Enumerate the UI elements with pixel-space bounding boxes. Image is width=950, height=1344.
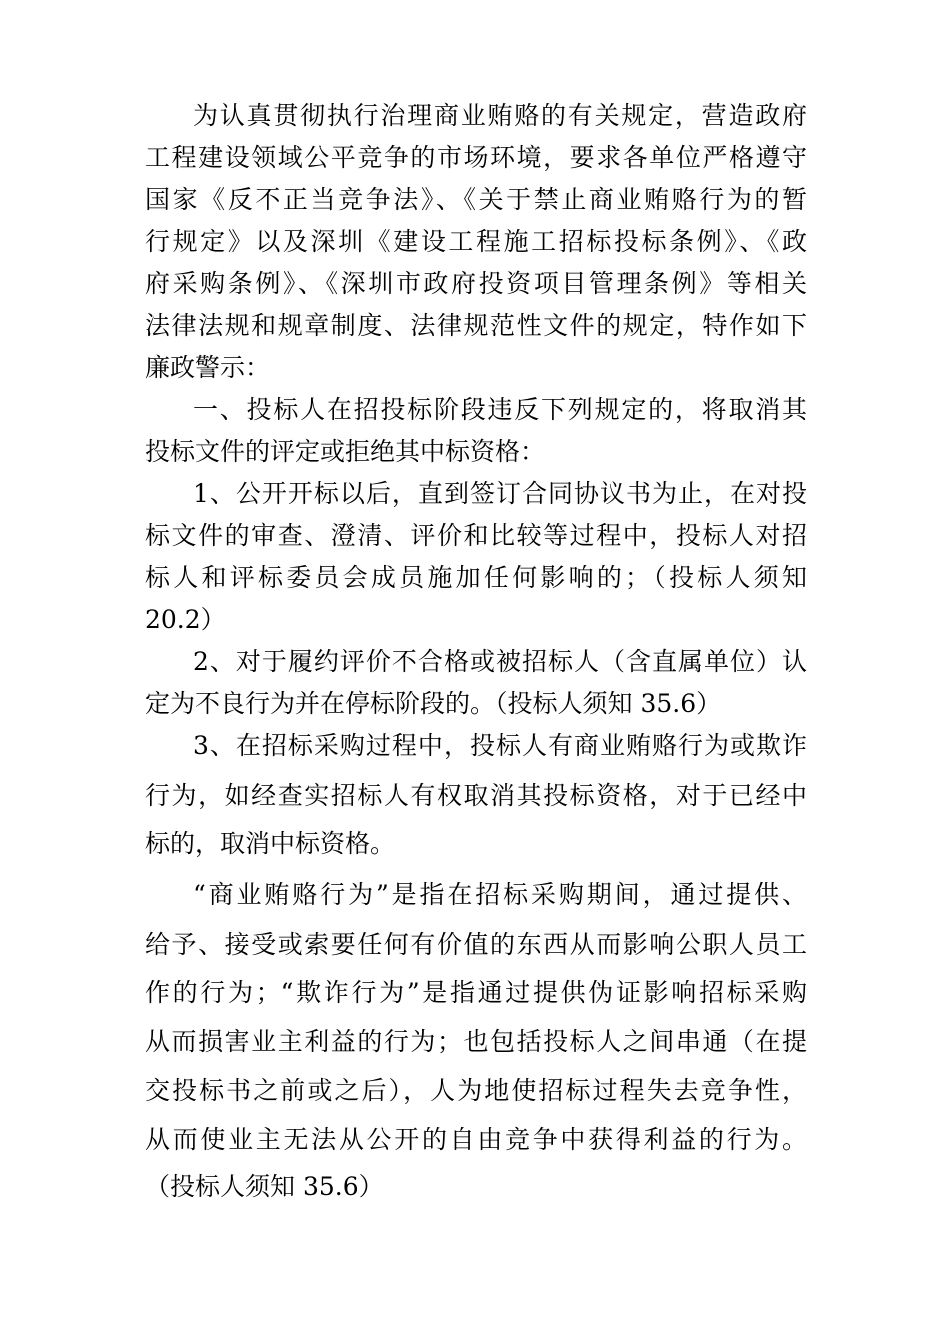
- item-1-line-2: 标文件的审查、澄清、评价和比较等过程中，投标人对招: [145, 521, 807, 550]
- item-2-line-1: 2、对于履约评价不合格或被招标人（含直属单位）认: [193, 647, 807, 676]
- definition-line-2: 给予、接受或索要任何有价值的东西从而影响公职人员工: [145, 930, 807, 959]
- item-1-line-1: 1、公开开标以后，直到签订合同协议书为止，在对投: [193, 479, 807, 508]
- item-3-line-2: 行为，如经查实招标人有权取消其投标资格，对于已经中: [145, 781, 807, 810]
- paragraph-1-line-1: 为认真贯彻执行治理商业贿赂的有关规定，营造政府: [193, 101, 807, 130]
- paragraph-1-line-5: 府采购条例》、《深圳市政府投资项目管理条例》等相关: [145, 269, 807, 298]
- paragraph-2-line-2: 投标文件的评定或拒绝其中标资格：: [145, 437, 546, 466]
- item-1-line-3: 标人和评标委员会成员施加任何影响的；（投标人须知: [145, 563, 807, 592]
- paragraph-2-line-1: 一、投标人在招投标阶段违反下列规定的，将取消其: [193, 395, 807, 424]
- paragraph-1-line-7: 廉政警示：: [145, 353, 271, 382]
- paragraph-1-line-4: 行规定》以及深圳《建设工程施工招标投标条例》、《政: [145, 227, 807, 256]
- paragraph-1-line-6: 法律法规和规章制度、法律规范性文件的规定，特作如下: [145, 311, 807, 340]
- item-2-line-2: 定为不良行为并在停标阶段的。（投标人须知 35.6）: [145, 689, 722, 718]
- definition-line-1: “商业贿赂行为”是指在招标采购期间，通过提供、: [193, 880, 807, 909]
- definition-line-4: 从而损害业主利益的行为；也包括投标人之间串通（在提: [145, 1027, 807, 1056]
- item-3-line-1: 3、在招标采购过程中，投标人有商业贿赂行为或欺诈: [193, 731, 807, 760]
- definition-line-7: （投标人须知 35.6）: [145, 1172, 384, 1201]
- item-3-line-3: 标的，取消中标资格。: [145, 829, 396, 858]
- paragraph-1-line-3: 国家《反不正当竞争法》、《关于禁止商业贿赂行为的暂: [145, 185, 807, 214]
- definition-line-5: 交投标书之前或之后），人为地使招标过程失去竞争性，: [145, 1076, 807, 1105]
- paragraph-1-line-2: 工程建设领域公平竞争的市场环境，要求各单位严格遵守: [145, 143, 807, 172]
- definition-line-6: 从而使业主无法从公开的自由竞争中获得利益的行为。: [145, 1125, 807, 1154]
- definition-line-3: 作的行为；“欺诈行为”是指通过提供伪证影响招标采购: [145, 978, 807, 1007]
- item-1-line-4: 20.2）: [145, 605, 226, 634]
